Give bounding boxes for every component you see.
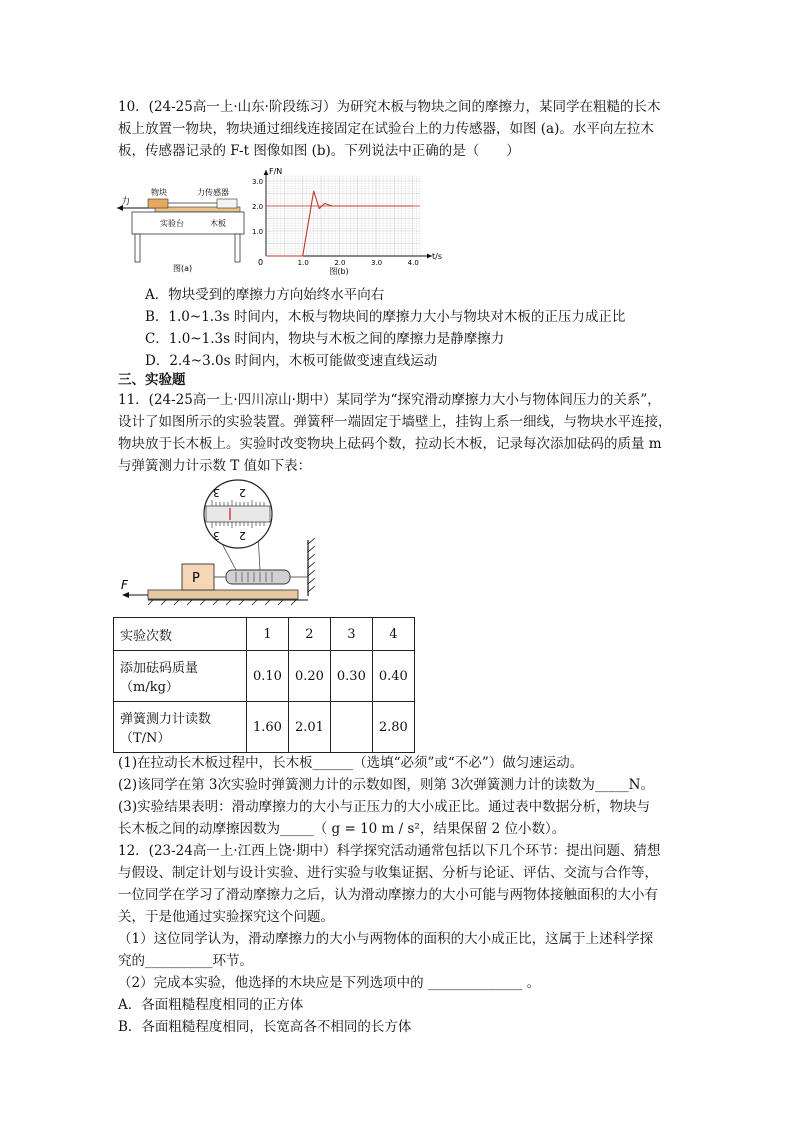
- table-cell: 1.60: [247, 702, 289, 753]
- section-3-title: 三、实验题: [118, 372, 186, 388]
- scale-bottom-label-2: 2: [239, 529, 246, 542]
- q10-stem-line-3: 板，传感器记录的 F-t 图像如图 (b)。下列说法中正确的是（ ）: [118, 143, 520, 159]
- q12-question-2: （2）完成本实验，他选择的木块应是下列选项中的 ______________ 。: [118, 975, 541, 991]
- chart-ylabel: F/N: [269, 167, 283, 176]
- q11-stem-line-1: 11．(24-25高一上·四川凉山·期中）某同学为“探究滑动摩擦力大小与物体间压力的关系”，: [118, 392, 661, 408]
- q10-option-a[interactable]: A．物块受到的摩擦力方向始终水平向右: [145, 287, 385, 303]
- table-cell: 实验次数: [114, 618, 247, 651]
- table-cell: 2.80: [372, 702, 414, 753]
- fig-a-board-label: 木板: [210, 219, 226, 228]
- table-cell: 0.20: [288, 651, 330, 702]
- fig-a-force-label: 力: [121, 197, 131, 207]
- chart-y-arrow: [264, 170, 269, 175]
- table-cell: 0.40: [372, 651, 414, 702]
- q11-question-1: (1)在拉动长木板过程中，长木板______（选填“必须”或“不必”）做匀速运动。: [118, 755, 584, 771]
- q10-option-b[interactable]: B．1.0~1.3s 时间内，木板与物块间的摩擦力大小与物块对木板的正压力成正比: [145, 309, 626, 325]
- q12-stem-line-3: 一位同学在学习了滑动摩擦力之后，认为滑动摩擦力的大小可能与两物体接触面积的大小有: [118, 887, 658, 903]
- q11-question-3-line-2: 长木板之间的动摩擦因数为_____（ g = 10 m / s²，结果保留 2 位小数）。: [118, 821, 566, 837]
- table-cell: [330, 702, 372, 753]
- q11-data-table: [113, 617, 415, 753]
- figure-b-ft-chart: [250, 166, 445, 278]
- scale-top-label-3: 3: [213, 486, 220, 499]
- chart-xtick-label: 1.0: [297, 259, 309, 267]
- q12-option-a[interactable]: A．各面粗糙程度相同的正方体: [118, 997, 304, 1013]
- table-cell: 0.10: [247, 651, 289, 702]
- table-cell: 3: [330, 618, 372, 651]
- table-cell: 2: [288, 618, 330, 651]
- q11-stem-line-4: 与弹簧测力计示数 T 值如下表：: [118, 458, 312, 474]
- table-cell: 弹簧测力计读数（T/N）: [114, 702, 247, 753]
- q12-stem-line-4: 关，于是他通过实验探究这个问题。: [118, 909, 334, 925]
- q11-stem-line-2: 设计了如图所示的实验装置。弹簧秤一端固定于墙壁上，挂钩上系一细线，与物块水平连接，: [118, 414, 672, 430]
- table-cell: 0.30: [330, 651, 372, 702]
- q11-question-2: (2)该同学在第 3次实验时弹簧测力计的示数如图，则第 3次弹簧测力计的读数为_____N。: [118, 777, 654, 793]
- chart-ytick-label: 1.0: [252, 228, 264, 236]
- chart-xtick-label: 4.0: [407, 259, 419, 267]
- fig-a-sensor-label: 力传感器: [197, 188, 229, 197]
- scale-top-label-2: 2: [239, 486, 246, 499]
- fig-a-block-label: 物块: [151, 188, 167, 197]
- figure-a-apparatus: [115, 170, 255, 275]
- table-row: [114, 618, 415, 651]
- scale-bottom-label-3: 3: [213, 529, 220, 542]
- table-cell: 4: [372, 618, 414, 651]
- fig-b-caption: 图(b): [329, 267, 349, 276]
- chart-xtick-label: 3.0: [371, 259, 383, 267]
- q10-option-d[interactable]: D．2.4~3.0s 时间内，木板可能做变速直线运动: [145, 353, 438, 369]
- q11-stem-line-3: 物块放于长木板上。实验时改变物块上砝码个数，拉动长木板，记录每次添加砝码的质量 m: [118, 436, 662, 452]
- q12-stem-line-1: 12．(23-24高一上·江西上饶·期中）科学探究活动通常包括以下几个环节：提出问题、猜想: [118, 843, 661, 859]
- table-row: [114, 702, 415, 753]
- q12-question-1-line-1: （1）这位同学认为，滑动摩擦力的大小与两物体的面积的大小成正比，这属于上述科学探: [118, 931, 654, 947]
- q11-force-label: F: [121, 578, 128, 592]
- q12-question-1-line-2: 究的__________环节。: [118, 953, 253, 969]
- chart-xtick-label: 2.0: [334, 259, 346, 267]
- chart-ytick-label: 2.0: [252, 203, 264, 211]
- q12-stem-line-2: 与假设、制定计划与设计实验、进行实验与收集证据、分析与论证、评估、交流与合作等，: [118, 865, 658, 881]
- table-cell: 1: [247, 618, 289, 651]
- q12-option-b[interactable]: B．各面粗糙程度相同，长宽高各不相同的长方体: [118, 1019, 412, 1035]
- q11-block-label: P: [192, 571, 200, 586]
- q10-stem-line-2: 板上放置一物块，物块通过细线连接固定在试验台上的力传感器，如图 (a)。水平向左拉木: [118, 121, 654, 137]
- table-cell: 2.01: [288, 702, 330, 753]
- table-cell: 添加砝码质量（m/kg）: [114, 651, 247, 702]
- q10-option-c[interactable]: C．1.0~1.3s 时间内，物块与木板之间的摩擦力是静摩擦力: [145, 331, 505, 347]
- q11-spring-scale-figure: [118, 478, 328, 606]
- chart-xlabel: t/s: [432, 252, 442, 261]
- q10-stem-line-1: 10．(24-25高一上·山东·阶段练习）为研究木板与物块之间的摩擦力，某同学在粗糙的长木: [118, 99, 661, 115]
- q11-question-3-line-1: (3)实验结果表明：滑动摩擦力的大小与正压力的大小成正比。通过表中数据分析，物块与: [118, 799, 651, 815]
- fig-a-caption: 图(a): [173, 264, 193, 273]
- fig-a-table-label: 实验台: [160, 219, 184, 228]
- table-row: [114, 651, 415, 702]
- chart-ytick-label: 3.0: [252, 178, 264, 186]
- chart-origin-label: 0: [258, 258, 264, 267]
